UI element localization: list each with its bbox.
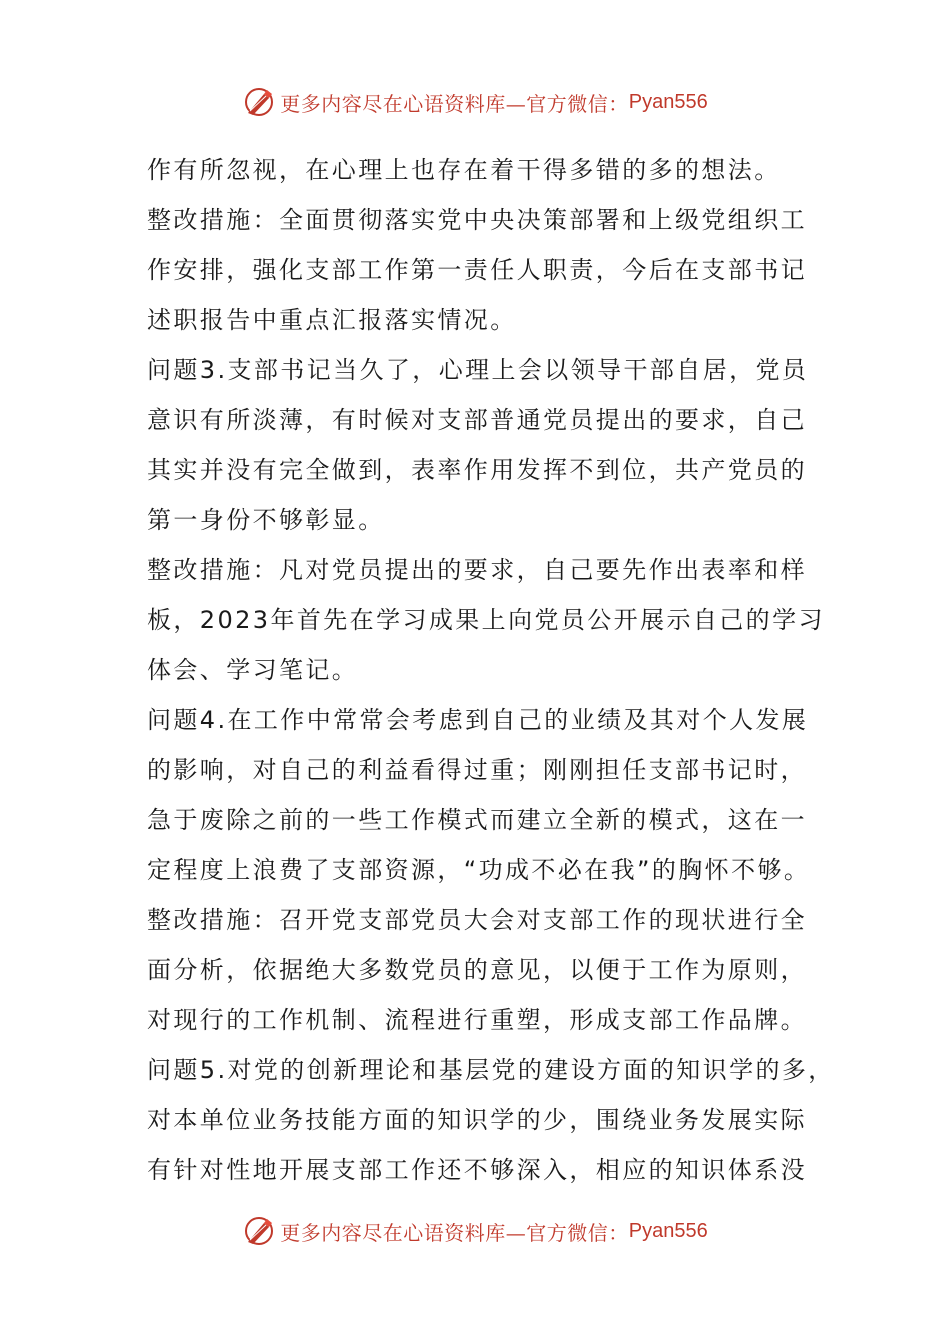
body-line: 板，2023年首先在学习成果上向党员公开展示自己的学习 [147,606,825,634]
body-line: 有针对性地开展支部工作还不够深入，相应的知识体系没 [147,1156,807,1184]
body-line: 意识有所淡薄，有时候对支部普通党员提出的要求，自己 [147,406,807,434]
body-line: 第一身份不够彰显。 [147,506,385,534]
pen-nib-logo-icon [242,85,276,119]
body-line: 定程度上浪费了支部资源，“功成不必在我”的胸怀不够。 [147,856,811,884]
body-line: 体会、学习笔记。 [147,656,359,684]
body-line: 问题3.支部书记当久了，心理上会以领导干部自居，党员 [147,356,809,384]
pen-nib-logo-icon [242,1214,276,1248]
body-line: 作安排，强化支部工作第一责任人职责，今后在支部书记 [147,256,807,284]
body-line: 其实并没有完全做到，表率作用发挥不到位，共产党员的 [147,456,807,484]
header-banner [0,82,950,122]
body-line: 问题4.在工作中常常会考虑到自己的业绩及其对个人发展 [147,706,809,734]
body-line: 急于废除之前的一些工作模式而建立全新的模式，这在一 [147,806,807,834]
body-line: 面分析，依据绝大多数党员的意见，以便于工作为原则， [147,956,807,984]
footer-banner-text: 更多内容尽在心语资料库—官方微信： [280,1220,629,1245]
body-line: 问题5.对党的创新理论和基层党的建设方面的知识学的多， [147,1056,835,1084]
header-banner-text: 更多内容尽在心语资料库—官方微信： [280,91,629,116]
body-line: 作有所忽视，在心理上也存在着干得多错的多的想法。 [147,156,781,184]
body-line: 整改措施：召开党支部党员大会对支部工作的现状进行全 [147,906,807,934]
body-line: 述职报告中重点汇报落实情况。 [147,306,517,334]
body-line: 整改措施：全面贯彻落实党中央决策部署和上级党组织工 [147,206,807,234]
body-line: 对现行的工作机制、流程进行重塑，形成支部工作品牌。 [147,1006,807,1034]
footer-wechat-id: Pyan556 [628,1219,708,1242]
footer-banner [0,1211,950,1251]
body-line: 整改措施：凡对党员提出的要求，自己要先作出表率和样 [147,556,807,584]
header-wechat-id: Pyan556 [628,90,708,113]
body-line: 的影响，对自己的利益看得过重；刚刚担任支部书记时， [147,756,807,784]
document-body [147,145,835,1195]
body-line: 对本单位业务技能方面的知识学的少，围绕业务发展实际 [147,1106,807,1134]
